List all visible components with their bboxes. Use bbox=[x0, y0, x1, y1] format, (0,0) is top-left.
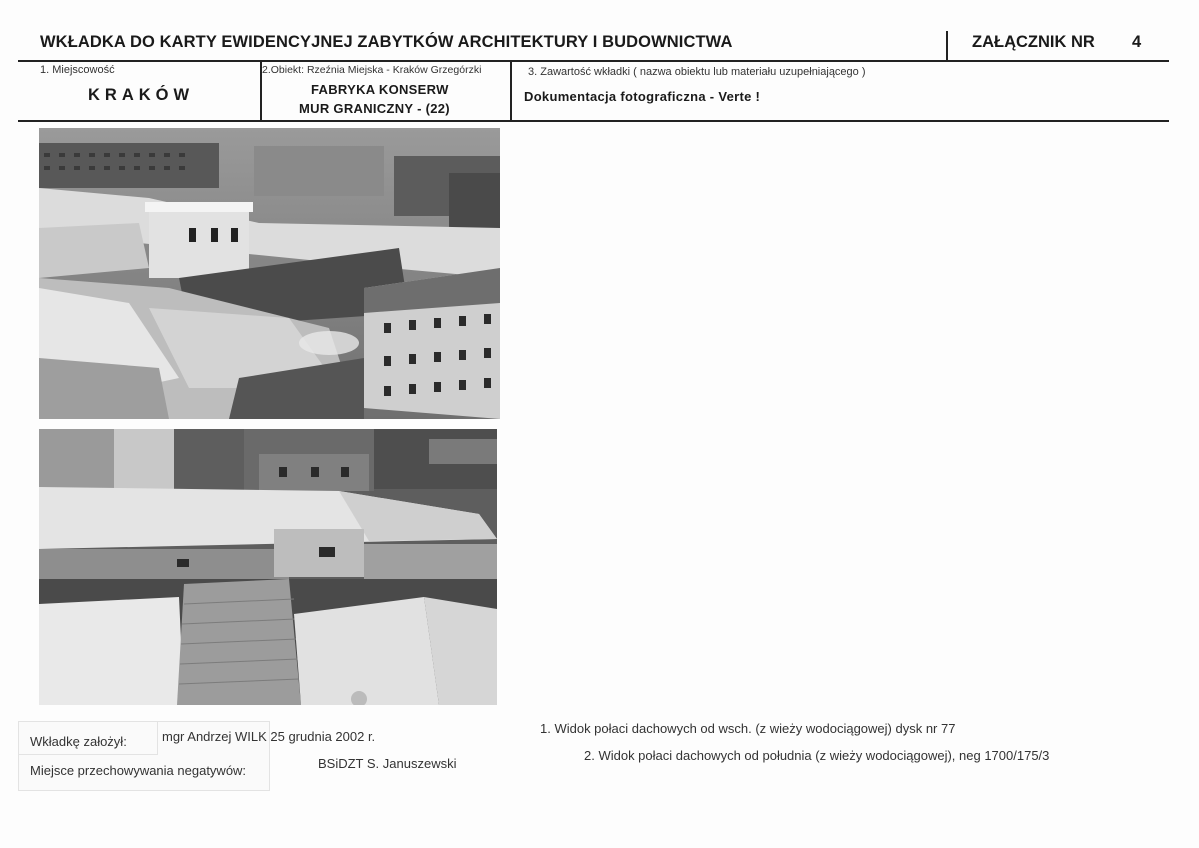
negatives-label: Miejsce przechowywania negatywów: bbox=[30, 763, 247, 778]
object-line-2: MUR GRANICZNY - (22) bbox=[299, 101, 450, 116]
header-rule bbox=[18, 60, 1169, 62]
prepared-by-value: mgr Andrzej WILK 25 grudnia 2002 r. bbox=[162, 729, 376, 744]
photo-roofs-south bbox=[39, 429, 497, 705]
field-divider-2 bbox=[510, 60, 512, 120]
annex-label: ZAŁĄCZNIK NR bbox=[972, 33, 1095, 51]
content-label: 3. Zawartość wkładki ( nazwa obiektu lub materiału uzupełniającego ) bbox=[528, 66, 866, 78]
content-value: Dokumentacja fotograficzna - Verte ! bbox=[524, 89, 761, 104]
header-divider bbox=[946, 31, 948, 61]
document-title: WKŁADKA DO KARTY EWIDENCYJNEJ ZABYTKÓW ARCHITEKTURY I BUDOWNICTWA bbox=[40, 33, 733, 51]
object-line-1: FABRYKA KONSERW bbox=[311, 82, 449, 97]
photo-roofs-east bbox=[39, 128, 500, 419]
annex-number: 4 bbox=[1132, 33, 1142, 51]
prepared-by-label: Wkładkę założył: bbox=[30, 734, 127, 749]
caption-1: 1. Widok połaci dachowych od wsch. (z wieży wodociągowej) dysk nr 77 bbox=[540, 721, 956, 736]
object-label: 2.Obiekt: Rzeźnia Miejska - Kraków Grzegórzki bbox=[262, 64, 482, 76]
place-label: 1. Miejscowość bbox=[40, 64, 115, 76]
negatives-value: BSiDZT S. Januszewski bbox=[318, 756, 457, 771]
place-value: KRAKÓW bbox=[88, 86, 195, 104]
fields-rule bbox=[18, 120, 1169, 122]
caption-2: 2. Widok połaci dachowych od południa (z wieży wodociągowej), neg 1700/175/3 bbox=[584, 748, 1050, 763]
